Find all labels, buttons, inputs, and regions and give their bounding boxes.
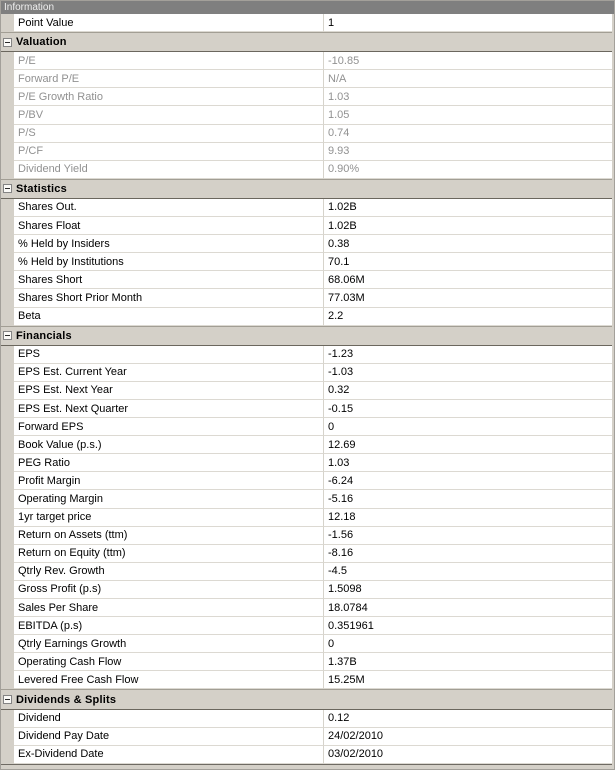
- row-value[interactable]: -1.03: [324, 364, 612, 382]
- row-label: Shares Short: [14, 271, 324, 289]
- row-value[interactable]: -6.24: [324, 472, 612, 490]
- row-gutter: [1, 635, 14, 653]
- row-value[interactable]: 0: [324, 635, 612, 653]
- section-title: Dividends & Splits: [16, 693, 117, 706]
- table-row[interactable]: [1, 490, 612, 508]
- table-row[interactable]: [1, 509, 612, 527]
- row-gutter: [1, 653, 14, 671]
- table-row[interactable]: [1, 671, 612, 689]
- section-header-row[interactable]: [1, 326, 612, 346]
- table-row[interactable]: [1, 143, 612, 161]
- row-value[interactable]: 18.0784: [324, 599, 612, 617]
- row-label: Shares Short Prior Month: [14, 289, 324, 307]
- row-gutter: [1, 289, 14, 307]
- row-label: P/BV: [14, 106, 324, 124]
- table-row[interactable]: [1, 161, 612, 179]
- row-value[interactable]: -10.85: [324, 52, 612, 70]
- table-row[interactable]: [1, 746, 612, 764]
- row-value[interactable]: 15.25M: [324, 671, 612, 689]
- table-row[interactable]: [1, 70, 612, 88]
- row-label: Gross Profit (p.s): [14, 581, 324, 599]
- collapse-icon[interactable]: [3, 695, 12, 704]
- table-row[interactable]: [1, 581, 612, 599]
- panel-titlebar[interactable]: [1, 1, 614, 14]
- row-gutter: [1, 106, 14, 124]
- row-gutter: [1, 545, 14, 563]
- row-label: Qtrly Rev. Growth: [14, 563, 324, 581]
- row-label: Sales Per Share: [14, 599, 324, 617]
- table-row[interactable]: [1, 199, 612, 217]
- row-gutter: [1, 599, 14, 617]
- row-gutter: [1, 199, 14, 217]
- row-value[interactable]: 1.05: [324, 106, 612, 124]
- row-gutter: [1, 563, 14, 581]
- row-gutter: [1, 308, 14, 326]
- row-value[interactable]: -1.23: [324, 346, 612, 364]
- row-gutter: [1, 88, 14, 106]
- section-title: Statistics: [16, 182, 67, 195]
- row-value[interactable]: 12.69: [324, 436, 612, 454]
- row-gutter: [1, 382, 14, 400]
- row-gutter: [1, 710, 14, 728]
- row-label: Operating Margin: [14, 490, 324, 508]
- table-row[interactable]: [1, 617, 612, 635]
- row-label: Forward EPS: [14, 418, 324, 436]
- row-value[interactable]: 0.351961: [324, 617, 612, 635]
- row-gutter: [1, 235, 14, 253]
- table-row[interactable]: [1, 271, 612, 289]
- row-value[interactable]: 0.38: [324, 235, 612, 253]
- row-gutter: [1, 472, 14, 490]
- row-value[interactable]: 1.02B: [324, 217, 612, 235]
- row-label: Dividend Pay Date: [14, 728, 324, 746]
- row-value[interactable]: 1.03: [324, 454, 612, 472]
- table-row[interactable]: [1, 472, 612, 490]
- row-label: Shares Out.: [14, 199, 324, 217]
- row-value[interactable]: 03/02/2010: [324, 746, 612, 764]
- table-row[interactable]: [1, 382, 612, 400]
- row-label: Levered Free Cash Flow: [14, 671, 324, 689]
- table-row[interactable]: [1, 217, 612, 235]
- row-value[interactable]: 0.12: [324, 710, 612, 728]
- row-label: EPS Est. Current Year: [14, 364, 324, 382]
- section-title: Financials: [16, 329, 72, 342]
- collapse-icon[interactable]: [3, 38, 12, 47]
- row-gutter: [1, 581, 14, 599]
- minus-glyph: [5, 699, 10, 700]
- row-value[interactable]: 0.90%: [324, 161, 612, 179]
- row-gutter: [1, 728, 14, 746]
- table-row[interactable]: [1, 454, 612, 472]
- row-gutter: [1, 14, 14, 32]
- row-gutter: [1, 346, 14, 364]
- row-value[interactable]: 77.03M: [324, 289, 612, 307]
- row-label: Ex-Dividend Date: [14, 746, 324, 764]
- row-value[interactable]: N/A: [324, 70, 612, 88]
- row-value[interactable]: 70.1: [324, 253, 612, 271]
- row-value[interactable]: 1: [324, 14, 612, 32]
- row-value[interactable]: -4.5: [324, 563, 612, 581]
- table-row[interactable]: [1, 710, 612, 728]
- row-label: Return on Equity (ttm): [14, 545, 324, 563]
- row-gutter: [1, 746, 14, 764]
- collapse-icon[interactable]: [3, 184, 12, 193]
- row-gutter: [1, 364, 14, 382]
- row-label: % Held by Insiders: [14, 235, 324, 253]
- row-gutter: [1, 70, 14, 88]
- row-value[interactable]: 1.02B: [324, 199, 612, 217]
- table-row[interactable]: [1, 88, 612, 106]
- row-gutter: [1, 253, 14, 271]
- row-gutter: [1, 527, 14, 545]
- table-row[interactable]: [1, 253, 612, 271]
- row-label: Dividend: [14, 710, 324, 728]
- row-value[interactable]: 1.37B: [324, 653, 612, 671]
- row-gutter: [1, 454, 14, 472]
- row-label: EPS: [14, 346, 324, 364]
- table-row[interactable]: [1, 400, 612, 418]
- row-label: Dividend Yield: [14, 161, 324, 179]
- row-label: P/E: [14, 52, 324, 70]
- section-header-row[interactable]: [1, 32, 612, 52]
- row-gutter: [1, 217, 14, 235]
- row-label: EPS Est. Next Year: [14, 382, 324, 400]
- row-gutter: [1, 400, 14, 418]
- table-row[interactable]: [1, 308, 612, 326]
- row-label: Book Value (p.s.): [14, 436, 324, 454]
- row-gutter: [1, 125, 14, 143]
- row-gutter: [1, 617, 14, 635]
- row-gutter: [1, 671, 14, 689]
- row-label: EPS Est. Next Quarter: [14, 400, 324, 418]
- row-gutter: [1, 52, 14, 70]
- collapse-icon[interactable]: [3, 331, 12, 340]
- row-value[interactable]: -1.56: [324, 527, 612, 545]
- table-row[interactable]: [1, 289, 612, 307]
- minus-glyph: [5, 335, 10, 336]
- section-header-row[interactable]: [1, 179, 612, 199]
- section-title: Valuation: [16, 36, 67, 49]
- row-value[interactable]: -0.15: [324, 400, 612, 418]
- row-label: PEG Ratio: [14, 454, 324, 472]
- row-value[interactable]: 0.32: [324, 382, 612, 400]
- row-gutter: [1, 418, 14, 436]
- row-label: Forward P/E: [14, 70, 324, 88]
- row-value[interactable]: 24/02/2010: [324, 728, 612, 746]
- row-label: Shares Float: [14, 217, 324, 235]
- row-value[interactable]: 1.03: [324, 88, 612, 106]
- table-row[interactable]: [1, 235, 612, 253]
- row-label: Point Value: [14, 14, 324, 32]
- table-row[interactable]: [1, 436, 612, 454]
- row-label: Beta: [14, 308, 324, 326]
- table-row[interactable]: [1, 418, 612, 436]
- minus-glyph: [5, 188, 10, 189]
- row-value[interactable]: -8.16: [324, 545, 612, 563]
- row-label: % Held by Institutions: [14, 253, 324, 271]
- row-label: Operating Cash Flow: [14, 653, 324, 671]
- table-row[interactable]: [1, 106, 612, 124]
- row-value[interactable]: 0: [324, 418, 612, 436]
- table-row[interactable]: [1, 545, 612, 563]
- table-row[interactable]: [1, 364, 612, 382]
- table-row[interactable]: [1, 125, 612, 143]
- row-gutter: [1, 436, 14, 454]
- row-value[interactable]: 9.93: [324, 143, 612, 161]
- table-row[interactable]: [1, 653, 612, 671]
- table-row[interactable]: [1, 728, 612, 746]
- table-row[interactable]: [1, 346, 612, 364]
- section-header-row[interactable]: [1, 689, 612, 709]
- row-gutter: [1, 490, 14, 508]
- row-value[interactable]: 1.5098: [324, 581, 612, 599]
- row-gutter: [1, 271, 14, 289]
- table-row[interactable]: [1, 563, 612, 581]
- row-label: P/CF: [14, 143, 324, 161]
- row-label: P/E Growth Ratio: [14, 88, 324, 106]
- row-value[interactable]: 12.18: [324, 509, 612, 527]
- table-row[interactable]: [1, 14, 612, 32]
- table-row[interactable]: [1, 52, 612, 70]
- row-label: Qtrly Earnings Growth: [14, 635, 324, 653]
- row-label: 1yr target price: [14, 509, 324, 527]
- row-label: Profit Margin: [14, 472, 324, 490]
- table-row[interactable]: [1, 635, 612, 653]
- minus-glyph: [5, 42, 10, 43]
- row-label: EBITDA (p.s): [14, 617, 324, 635]
- row-label: Return on Assets (ttm): [14, 527, 324, 545]
- table-row[interactable]: [1, 599, 612, 617]
- row-gutter: [1, 509, 14, 527]
- row-value[interactable]: -5.16: [324, 490, 612, 508]
- row-value[interactable]: 0.74: [324, 125, 612, 143]
- row-value[interactable]: 2.2: [324, 308, 612, 326]
- panel-title: Information: [4, 2, 55, 13]
- row-gutter: [1, 143, 14, 161]
- row-gutter: [1, 161, 14, 179]
- info-grid: [1, 14, 612, 765]
- table-row[interactable]: [1, 527, 612, 545]
- row-label: P/S: [14, 125, 324, 143]
- row-value[interactable]: 68.06M: [324, 271, 612, 289]
